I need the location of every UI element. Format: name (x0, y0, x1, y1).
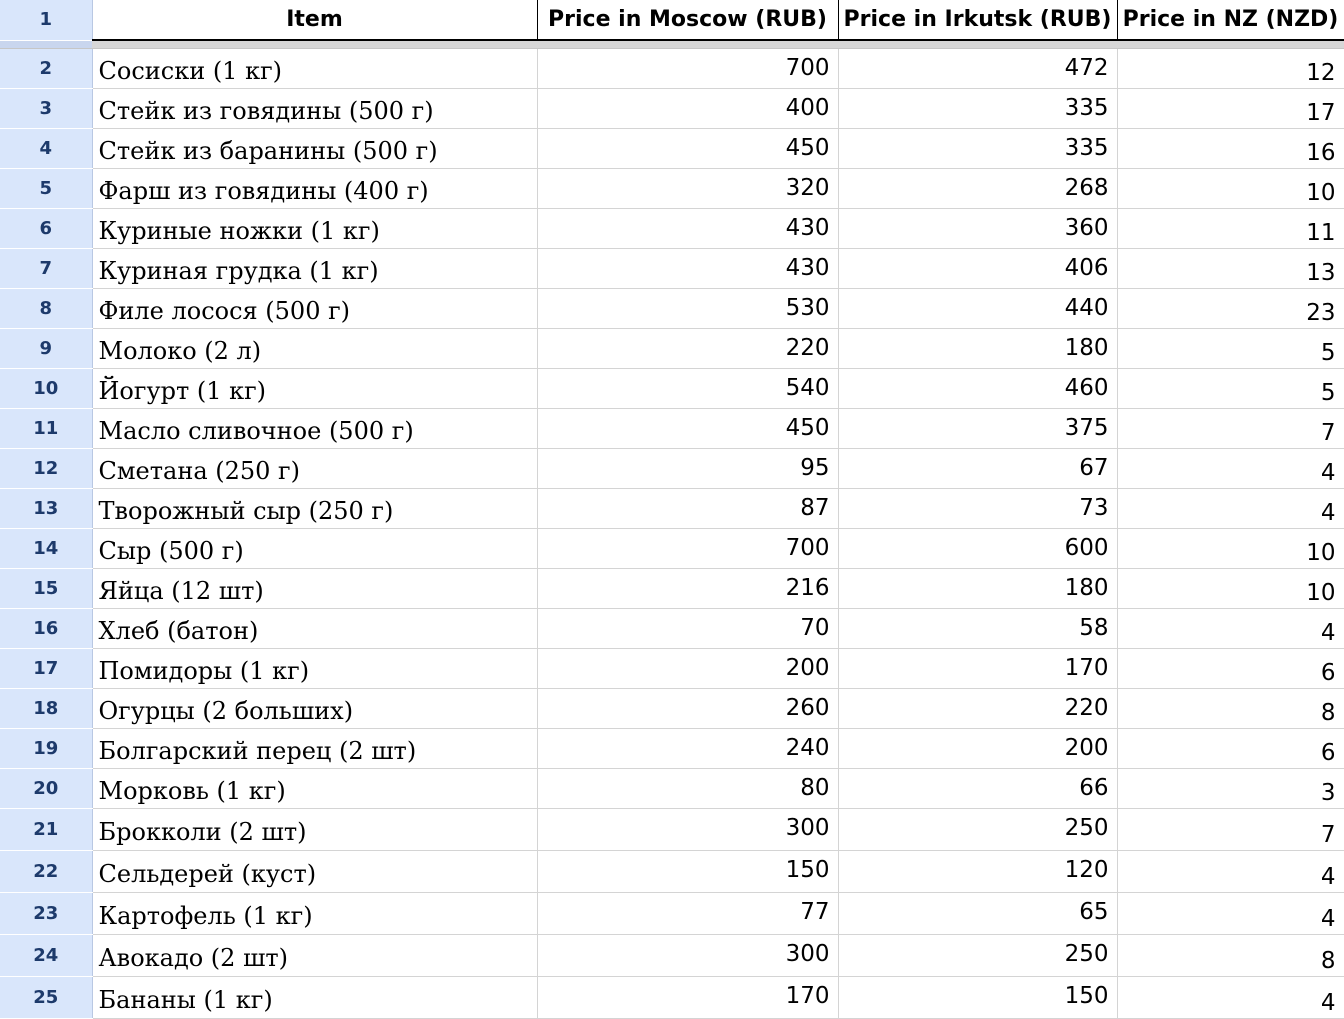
cell-price-irkutsk[interactable]: 472 (838, 48, 1117, 88)
cell-price-nz[interactable]: 16 (1117, 128, 1344, 168)
cell-price-irkutsk[interactable]: 406 (838, 248, 1117, 288)
cell-price-irkutsk[interactable]: 170 (838, 648, 1117, 688)
table-row (0, 688, 1344, 728)
cell-item[interactable]: Куриная грудка (1 кг) (92, 248, 537, 288)
cell-price-irkutsk[interactable]: 150 (838, 976, 1117, 1018)
cell-price-nz[interactable]: 4 (1117, 892, 1344, 934)
row-number[interactable]: 25 (0, 976, 92, 1018)
cell-price-moscow[interactable]: 530 (537, 288, 838, 328)
column-header-price-nz[interactable]: Price in NZ (NZD) (1117, 0, 1344, 40)
cell-price-irkutsk[interactable]: 220 (838, 688, 1117, 728)
table-row (0, 768, 1344, 808)
table-row (0, 808, 1344, 850)
cell-price-irkutsk[interactable]: 180 (838, 568, 1117, 608)
cell-price-irkutsk[interactable]: 65 (838, 892, 1117, 934)
cell-item[interactable]: Сыр (500 г) (92, 528, 537, 568)
column-header-price-irkutsk[interactable]: Price in Irkutsk (RUB) (838, 0, 1117, 40)
cell-price-nz[interactable]: 7 (1117, 408, 1344, 448)
cell-item[interactable]: Помидоры (1 кг) (92, 648, 537, 688)
cell-item[interactable]: Картофель (1 кг) (92, 892, 537, 934)
cell-price-irkutsk[interactable]: 335 (838, 128, 1117, 168)
cell-price-moscow[interactable]: 430 (537, 248, 838, 288)
table-row (0, 208, 1344, 248)
cell-price-irkutsk[interactable]: 250 (838, 934, 1117, 976)
cell-price-moscow[interactable]: 200 (537, 648, 838, 688)
cell-item[interactable]: Сельдерей (куст) (92, 850, 537, 892)
cell-price-nz[interactable]: 4 (1117, 976, 1344, 1018)
row-number[interactable]: 21 (0, 808, 92, 850)
row-number[interactable]: 2 (0, 48, 92, 88)
cell-price-nz[interactable]: 6 (1117, 648, 1344, 688)
cell-price-irkutsk[interactable]: 460 (838, 368, 1117, 408)
cell-item[interactable]: Йогурт (1 кг) (92, 368, 537, 408)
cell-price-nz[interactable]: 5 (1117, 368, 1344, 408)
table-row (0, 976, 1344, 1018)
cell-price-irkutsk[interactable]: 73 (838, 488, 1117, 528)
cell-item[interactable]: Фарш из говядины (400 г) (92, 168, 537, 208)
table-row (0, 128, 1344, 168)
cell-price-irkutsk[interactable]: 335 (838, 88, 1117, 128)
row-number[interactable]: 15 (0, 568, 92, 608)
cell-item[interactable]: Сосиски (1 кг) (92, 48, 537, 88)
cell-price-moscow[interactable]: 450 (537, 408, 838, 448)
cell-item[interactable]: Яйца (12 шт) (92, 568, 537, 608)
cell-price-nz[interactable]: 3 (1117, 768, 1344, 808)
row-number-header[interactable]: 1 (0, 0, 92, 40)
row-number[interactable]: 16 (0, 608, 92, 648)
table-row (0, 608, 1344, 648)
column-header-price-moscow[interactable]: Price in Moscow (RUB) (537, 0, 838, 40)
table-row (0, 168, 1344, 208)
table-row (0, 892, 1344, 934)
row-number[interactable]: 17 (0, 648, 92, 688)
row-number[interactable]: 8 (0, 288, 92, 328)
cell-price-moscow[interactable]: 430 (537, 208, 838, 248)
cell-price-irkutsk[interactable]: 67 (838, 448, 1117, 488)
cell-item[interactable]: Брокколи (2 шт) (92, 808, 537, 850)
cell-price-moscow[interactable]: 700 (537, 48, 838, 88)
row-number[interactable]: 7 (0, 248, 92, 288)
cell-price-moscow[interactable]: 320 (537, 168, 838, 208)
cell-item[interactable]: Бананы (1 кг) (92, 976, 537, 1018)
row-number[interactable]: 22 (0, 850, 92, 892)
table-row (0, 368, 1344, 408)
cell-price-irkutsk[interactable]: 268 (838, 168, 1117, 208)
cell-price-moscow[interactable]: 450 (537, 128, 838, 168)
cell-item[interactable]: Сметана (250 г) (92, 448, 537, 488)
row-number[interactable]: 23 (0, 892, 92, 934)
cell-price-moscow[interactable]: 77 (537, 892, 838, 934)
cell-price-moscow[interactable]: 170 (537, 976, 838, 1018)
table-row (0, 88, 1344, 128)
cell-price-moscow[interactable]: 216 (537, 568, 838, 608)
cell-price-nz[interactable]: 8 (1117, 688, 1344, 728)
row-number[interactable]: 5 (0, 168, 92, 208)
cell-item[interactable]: Стейк из говядины (500 г) (92, 88, 537, 128)
cell-price-irkutsk[interactable]: 200 (838, 728, 1117, 768)
table-row (0, 568, 1344, 608)
cell-price-moscow[interactable]: 240 (537, 728, 838, 768)
cell-price-nz[interactable]: 4 (1117, 608, 1344, 648)
cell-price-moscow[interactable]: 300 (537, 808, 838, 850)
cell-price-nz[interactable]: 6 (1117, 728, 1344, 768)
cell-item[interactable]: Огурцы (2 больших) (92, 688, 537, 728)
row-number[interactable]: 9 (0, 328, 92, 368)
cell-price-nz[interactable]: 5 (1117, 328, 1344, 368)
cell-price-nz[interactable]: 17 (1117, 88, 1344, 128)
cell-price-nz[interactable]: 10 (1117, 568, 1344, 608)
cell-price-moscow[interactable]: 150 (537, 850, 838, 892)
cell-price-irkutsk[interactable]: 600 (838, 528, 1117, 568)
cell-price-nz[interactable]: 4 (1117, 850, 1344, 892)
row-number[interactable]: 20 (0, 768, 92, 808)
cell-price-moscow[interactable]: 700 (537, 528, 838, 568)
cell-item[interactable]: Куриные ножки (1 кг) (92, 208, 537, 248)
cell-item[interactable]: Морковь (1 кг) (92, 768, 537, 808)
table-row (0, 488, 1344, 528)
row-number[interactable]: 19 (0, 728, 92, 768)
cell-item[interactable]: Молоко (2 л) (92, 328, 537, 368)
row-number[interactable]: 3 (0, 88, 92, 128)
cell-item[interactable]: Филе лосося (500 г) (92, 288, 537, 328)
cell-price-nz[interactable]: 4 (1117, 488, 1344, 528)
cell-item[interactable]: Масло сливочное (500 г) (92, 408, 537, 448)
table-row (0, 728, 1344, 768)
cell-price-irkutsk[interactable]: 440 (838, 288, 1117, 328)
frozen-divider-rownum (0, 40, 92, 48)
table-row (0, 850, 1344, 892)
cell-price-nz[interactable]: 12 (1117, 48, 1344, 88)
cell-item[interactable]: Творожный сыр (250 г) (92, 488, 537, 528)
cell-price-moscow[interactable]: 300 (537, 934, 838, 976)
table-row (0, 448, 1344, 488)
cell-item[interactable]: Стейк из баранины (500 г) (92, 128, 537, 168)
cell-price-irkutsk[interactable]: 66 (838, 768, 1117, 808)
table-row (0, 288, 1344, 328)
cell-price-irkutsk[interactable]: 58 (838, 608, 1117, 648)
row-number[interactable]: 13 (0, 488, 92, 528)
cell-price-irkutsk[interactable]: 375 (838, 408, 1117, 448)
cell-item[interactable]: Болгарский перец (2 шт) (92, 728, 537, 768)
cell-price-nz[interactable]: 10 (1117, 168, 1344, 208)
cell-price-moscow[interactable]: 70 (537, 608, 838, 648)
cell-price-nz[interactable]: 4 (1117, 448, 1344, 488)
row-number[interactable]: 6 (0, 208, 92, 248)
cell-price-nz[interactable]: 13 (1117, 248, 1344, 288)
frozen-divider-bar (92, 40, 1344, 48)
column-header-item[interactable]: Item (92, 0, 537, 40)
row-number[interactable]: 4 (0, 128, 92, 168)
cell-price-irkutsk[interactable]: 180 (838, 328, 1117, 368)
row-number[interactable]: 10 (0, 368, 92, 408)
row-number[interactable]: 18 (0, 688, 92, 728)
cell-price-moscow[interactable]: 540 (537, 368, 838, 408)
table-row (0, 248, 1344, 288)
header-row (0, 0, 1344, 40)
cell-price-nz[interactable]: 11 (1117, 208, 1344, 248)
row-number[interactable]: 12 (0, 448, 92, 488)
table-row (0, 408, 1344, 448)
table-row (0, 328, 1344, 368)
cell-item[interactable]: Авокадо (2 шт) (92, 934, 537, 976)
cell-price-moscow[interactable]: 260 (537, 688, 838, 728)
row-number[interactable]: 24 (0, 934, 92, 976)
cell-price-moscow[interactable]: 95 (537, 448, 838, 488)
table-row (0, 648, 1344, 688)
cell-price-moscow[interactable]: 80 (537, 768, 838, 808)
table-row (0, 48, 1344, 88)
table-row (0, 528, 1344, 568)
cell-price-moscow[interactable]: 220 (537, 328, 838, 368)
table-row (0, 934, 1344, 976)
cell-price-nz[interactable]: 23 (1117, 288, 1344, 328)
cell-item[interactable]: Хлеб (батон) (92, 608, 537, 648)
cell-price-irkutsk[interactable]: 120 (838, 850, 1117, 892)
cell-price-nz[interactable]: 8 (1117, 934, 1344, 976)
cell-price-nz[interactable]: 10 (1117, 528, 1344, 568)
row-number[interactable]: 14 (0, 528, 92, 568)
frozen-pane-divider (0, 40, 1344, 48)
cell-price-moscow[interactable]: 400 (537, 88, 838, 128)
cell-price-irkutsk[interactable]: 250 (838, 808, 1117, 850)
cell-price-irkutsk[interactable]: 360 (838, 208, 1117, 248)
row-number[interactable]: 11 (0, 408, 92, 448)
cell-price-nz[interactable]: 7 (1117, 808, 1344, 850)
cell-price-moscow[interactable]: 87 (537, 488, 838, 528)
